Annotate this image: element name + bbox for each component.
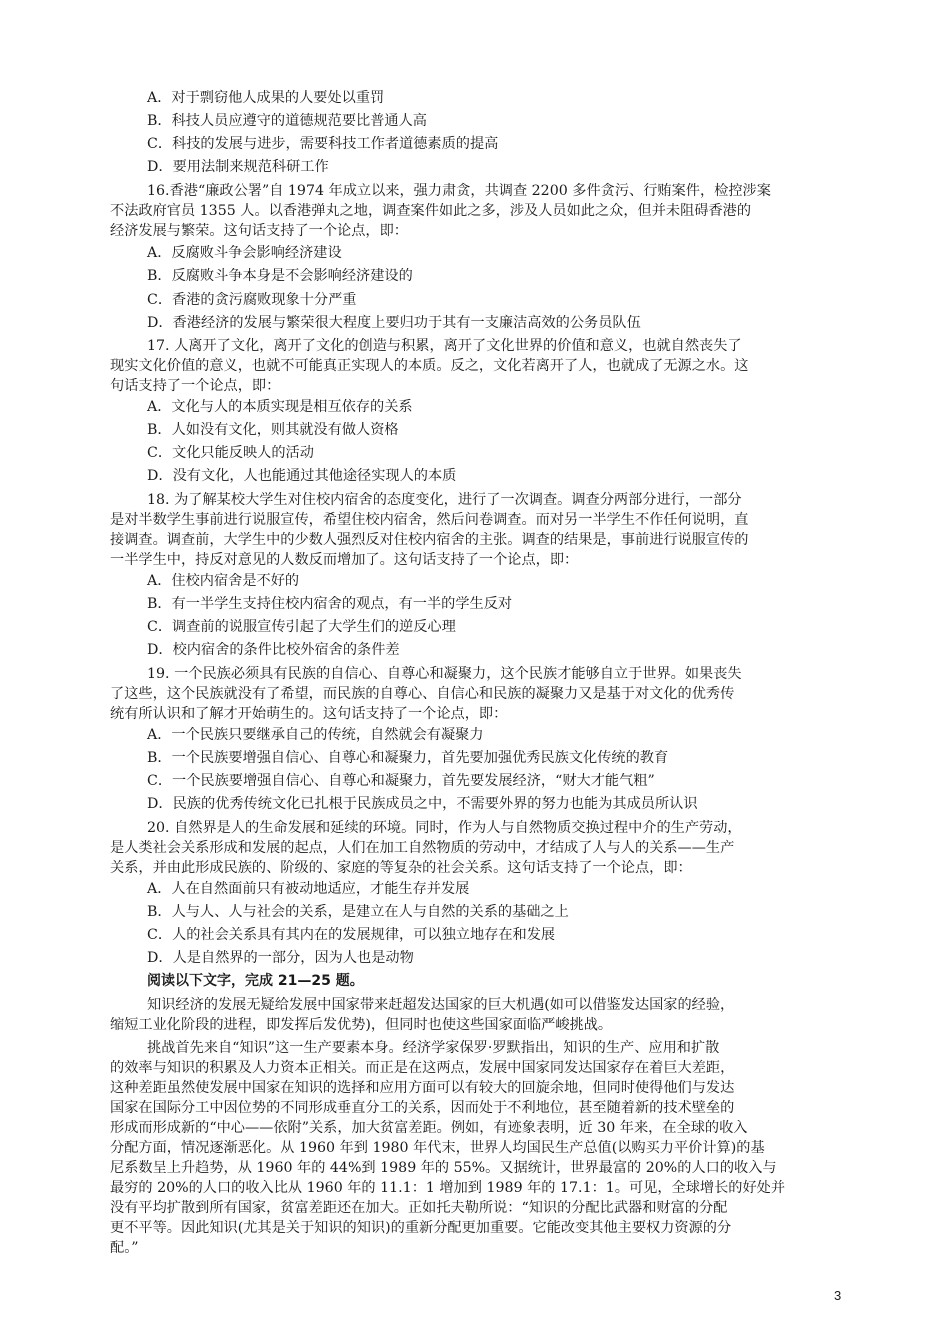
q20-stem-line: 关系，并由此形成民族的、阶级的、家庭的等复杂的社会关系。这句话支持了一个论点，即： [110,860,692,876]
q17-stem-line: 17. 人离开了文化，离开了文化的创造与积累，离开了文化世界的价值和意义，也就自然丧失了 [147,338,742,354]
q18-option-a: A．住校内宿舍是不好的 [147,573,300,589]
q19-stem-line: 了这些，这个民族就没有了希望，而民族的自尊心、自信心和民族的凝聚力又是基于对文化的优秀传 [110,686,735,702]
page-number: 3 [834,1288,842,1303]
q16-stem-line: 不法政府官员 1355 人。以香港弹丸之地，调查案件如此之多，涉及人员如此之众，但并未阻碍香港的 [110,203,752,219]
q15-option-c: C．科技的发展与进步，需要科技工作者道德素质的提高 [147,136,499,152]
paragraph-line: 配。” [110,1240,139,1256]
paragraph-line: 分配方面，情况逐渐恶化。从 1960 年到 1980 年代末，世界人均国民生产总值(以购买力平价计算)的基 [110,1140,765,1156]
q19-option-b: B．一个民族要增强自信心、自尊心和凝聚力，首先要加强优秀民族文化传统的教育 [147,750,669,766]
q18-option-d: D．校内宿舍的条件比校外宿舍的条件差 [147,642,400,658]
q15-option-a: A．对于剽窃他人成果的人要处以重罚 [147,90,385,106]
q16-option-d: D．香港经济的发展与繁荣很大程度上要归功于其有一支廉洁高效的公务员队伍 [147,315,641,331]
paragraph-line: 知识经济的发展无疑给发展中国家带来赶超发达国家的巨大机遇(如可以借鉴发达国家的经验， [147,997,735,1013]
q18-stem-line: 18. 为了解某校大学生对住校内宿舍的态度变化，进行了一次调查。调查分两部分进行，一部分 [147,492,742,508]
q17-stem-line: 句话支持了一个论点，即： [110,378,281,394]
q17-option-c: C．文化只能反映人的活动 [147,445,314,461]
q16-option-c: C．香港的贪污腐败现象十分严重 [147,292,357,308]
q17-option-b: B．人如没有文化，则其就没有做人资格 [147,422,399,438]
q20-option-a: A．人在自然面前只有被动地适应，才能生存并发展 [147,881,470,897]
q17-option-a: A．文化与人的本质实现是相互依存的关系 [147,399,413,415]
q20-option-c: C．人的社会关系具有其内在的发展规律，可以独立地存在和发展 [147,927,556,943]
q15-option-d: D．要用法制来规范科研工作 [147,159,329,175]
q18-stem-line: 一半学生中，持反对意见的人数反而增加了。这句话支持了一个论点，即： [110,552,579,568]
q19-stem-line: 统有所认识和了解才开始萌生的。这句话支持了一个论点，即： [110,706,508,722]
paragraph-line: 挑战首先来自“知识”这一生产要素本身。经济学家保罗·罗默指出，知识的生产、应用和扩散 [147,1040,720,1056]
paragraph-line: 尼系数呈上升趋势，从 1960 年的 44%到 1989 年的 55%。又据统计，世界最富的 20%的人口的收入与 [110,1160,777,1176]
paragraph-line: 这种差距虽然使发展中国家在知识的选择和应用方面可以有较大的回旋余地，但同时使得他们与发达 [110,1080,735,1096]
q19-option-d: D．民族的优秀传统文化已扎根于民族成员之中，不需要外界的努力也能为其成员所认识 [147,796,698,812]
q17-option-d: D．没有文化，人也能通过其他途径实现人的本质 [147,468,457,484]
q19-option-a: A．一个民族只要继承自己的传统，自然就会有凝聚力 [147,727,484,743]
q16-stem-line: 经济发展与繁荣。这句话支持了一个论点，即： [110,223,408,239]
paragraph-line: 更不平等。因此知识(尤其是关于知识的知识)的重新分配更加重要。它能改变其他主要权力资源的分 [110,1220,732,1236]
q16-option-b: B．反腐败斗争本身是不会影响经济建设的 [147,268,413,284]
q16-stem-line: 16.香港“廉政公署”自 1974 年成立以来，强力肃贪，共调查 2200 多件贪污、行贿案件，检控涉案 [147,183,771,199]
q18-option-b: B．有一半学生支持住校内宿舍的观点，有一半的学生反对 [147,596,513,612]
q19-option-c: C．一个民族要增强自信心、自尊心和凝聚力，首先要发展经济，“财大才能气粗” [147,773,655,789]
paragraph-line: 没有平均扩散到所有国家，贫富差距还在加大。正如托夫勒所说：“知识的分配比武器和财富的分配 [110,1200,728,1216]
q20-stem-line: 是人类社会关系形成和发展的起点，人们在加工自然物质的劳动中，才结成了人与人的关系——生产 [110,840,735,856]
q20-stem-line: 20. 自然界是人的生命发展和延续的环境。同时，作为人与自然物质交换过程中介的生产劳动， [147,820,742,836]
paragraph-line: 最穷的 20%的人口的收入比从 1960 年的 11.1：1 增加到 1989 年的 17.1：1。可见，全球增长的好处并 [110,1180,786,1196]
q18-stem-line: 接调查。调查前，大学生中的少数人强烈反对住校内宿舍的主张。调查的结果是，事前进行说服宣传的 [110,532,749,548]
paragraph-line: 形成而形成新的“中心——依附”关系，加大贫富差距。例如，有迹象表明，近 30 年来，在全球的收入 [110,1120,748,1136]
q18-stem-line: 是对半数学生事前进行说服宣传，希望住校内宿舍，然后问卷调查。而对另一半学生不作任何说明，直 [110,512,749,528]
q19-stem-line: 19. 一个民族必须具有民族的自信心、自尊心和凝聚力，这个民族才能够自立于世界。如果丧失 [147,666,742,682]
q16-option-a: A．反腐败斗争会影响经济建设 [147,245,342,261]
paragraph-line: 的效率与知识的积累及人力资本正相关。而正是在这两点，发展中国家同发达国家存在着巨大差距， [110,1060,735,1076]
q15-option-b: B．科技人员应遵守的道德规范要比普通人高 [147,113,427,129]
reading-heading: 阅读以下文字，完成 21—25 题。 [147,973,364,989]
q20-option-d: D．人是自然界的一部分，因为人也是动物 [147,950,414,966]
q17-stem-line: 现实文化价值的意义，也就不可能真正实现人的本质。反之，文化若离开了人，也就成了无源之水。这 [110,358,749,374]
paragraph-line: 国家在国际分工中因位势的不同形成垂直分工的关系，因而处于不利地位，甚至随着新的技术壁垒的 [110,1100,735,1116]
q20-option-b: B．人与人、人与社会的关系，是建立在人与自然的关系的基础之上 [147,904,569,920]
paragraph-line: 缩短工业化阶段的进程，即发挥后发优势)，但同时也使这些国家面临严峻挑战。 [110,1017,613,1033]
q18-option-c: C．调查前的说服宣传引起了大学生们的逆反心理 [147,619,456,635]
